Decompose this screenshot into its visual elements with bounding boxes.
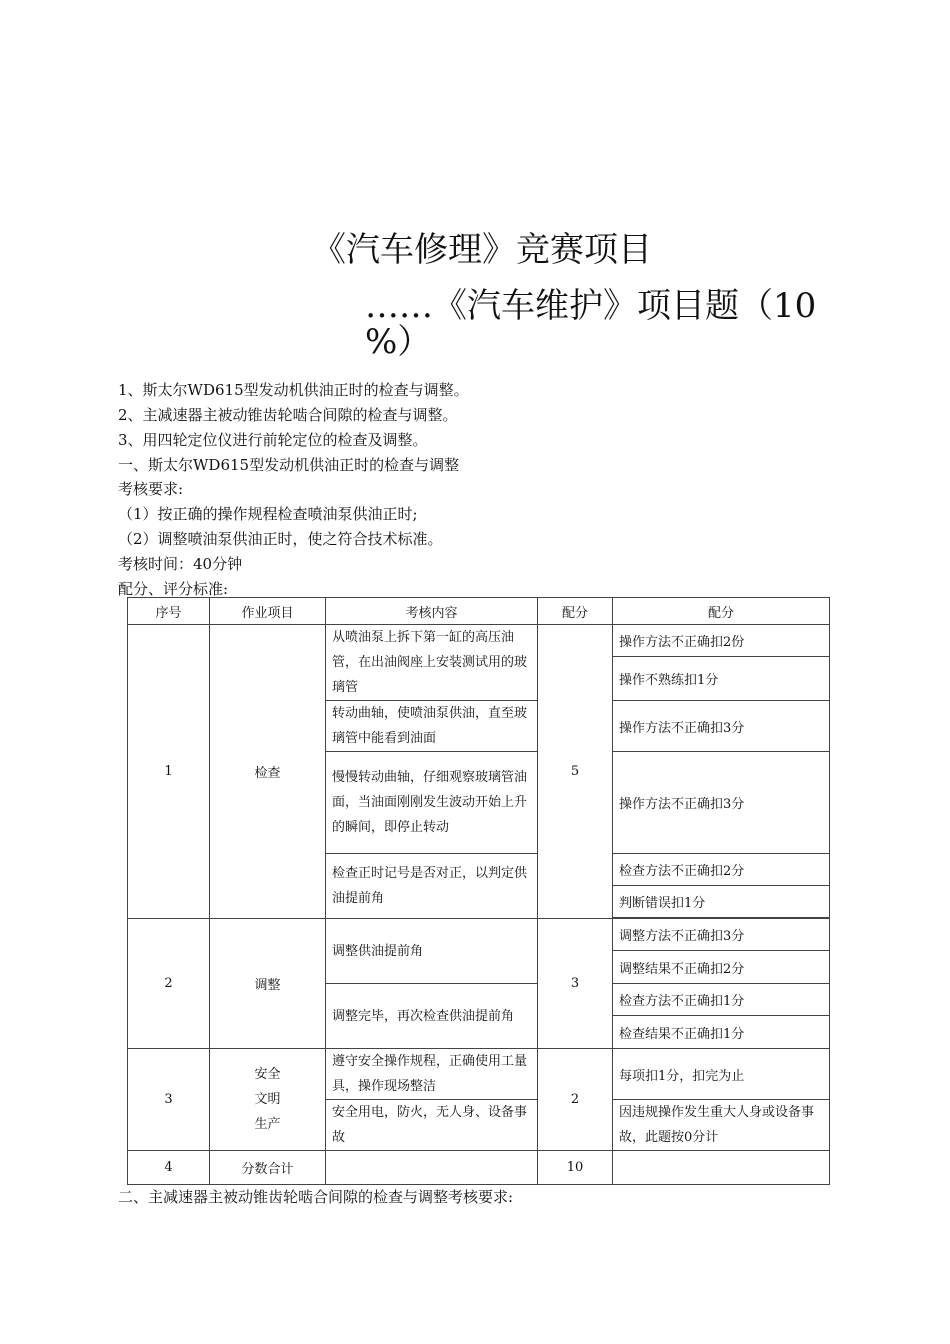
group3-item-line-2: 文明 bbox=[254, 1092, 281, 1107]
group2-item: 调整 bbox=[210, 919, 326, 1049]
group1-content-4: 检查正时记号是否对正，以判定供油提前角 bbox=[326, 854, 538, 919]
group1-deduction-1: 操作方法不正确扣2份 bbox=[613, 625, 830, 657]
total-content bbox=[326, 1151, 538, 1185]
group3-content-2: 安全用电，防火，无人身、设备事故 bbox=[326, 1100, 538, 1151]
group3-content-1: 遵守安全操作规程，正确使用工量具，操作现场整洁 bbox=[326, 1049, 538, 1100]
total-deduction bbox=[613, 1151, 830, 1185]
exam-time: 考核时间：40分钟 bbox=[118, 555, 243, 573]
total-no: 4 bbox=[128, 1151, 210, 1185]
group1-content-3: 慢慢转动曲轴，仔细观察玻璃管油面，当油面刚刚发生波动开始上升的瞬间，即停止转动 bbox=[326, 752, 538, 854]
group2-score: 3 bbox=[538, 919, 613, 1049]
table-row bbox=[128, 1049, 830, 1100]
header-deduction: 配分 bbox=[613, 598, 830, 625]
requirements-label: 考核要求: bbox=[118, 480, 184, 498]
table-header-row bbox=[128, 598, 830, 625]
group1-deduction-6: 判断错误扣1分 bbox=[613, 886, 830, 918]
group3-item bbox=[210, 1049, 326, 1151]
header-no: 序号 bbox=[128, 598, 210, 625]
total-score: 10 bbox=[538, 1151, 613, 1185]
section2-heading: 二、主减速器主被动锥齿轮啮合间隙的检查与调整考核要求: bbox=[118, 1188, 514, 1206]
group1-deduction-3: 操作方法不正确扣3分 bbox=[613, 701, 830, 752]
group3-item-line-3: 生产 bbox=[254, 1117, 281, 1132]
group2-deduction-2: 调整结果不正确扣2分 bbox=[613, 951, 830, 984]
header-content: 考核内容 bbox=[326, 598, 538, 625]
table-total-row bbox=[128, 1151, 830, 1185]
group2-deduction-1: 调整方法不正确扣3分 bbox=[613, 919, 830, 951]
table-row bbox=[128, 625, 830, 657]
intro-item-2: 2、主减速器主被动锥齿轮啮合间隙的检查与调整。 bbox=[118, 406, 458, 424]
group3-deduction-2: 因违规操作发生重大人身或设备事故，此题按0分计 bbox=[613, 1100, 830, 1151]
group1-content-2: 转动曲轴，使喷油泵供油，直至玻璃管中能看到油面 bbox=[326, 701, 538, 752]
total-item: 分数合计 bbox=[210, 1151, 326, 1185]
intro-item-3: 3、用四轮定位仪进行前轮定位的检查及调整。 bbox=[118, 431, 428, 449]
group1-content-1: 从喷油泵上拆下第一缸的高压油管，在出油阀座上安装测试用的玻璃管 bbox=[326, 625, 538, 701]
group2-deduction-4: 检查结果不正确扣1分 bbox=[613, 1016, 830, 1049]
header-item: 作业项目 bbox=[210, 598, 326, 625]
scoring-table bbox=[127, 597, 830, 1185]
group3-no: 3 bbox=[128, 1049, 210, 1151]
group1-no: 1 bbox=[128, 625, 210, 919]
section1-heading: 一、斯太尔WD615型发动机供油正时的检查与调整 bbox=[118, 456, 460, 474]
group1-deduction-2: 操作不熟练扣1分 bbox=[613, 657, 830, 701]
intro-item-1: 1、斯太尔WD615型发动机供油正时的检查与调整。 bbox=[118, 381, 469, 399]
requirement-2: （2）调整喷油泵供油正时，使之符合技术标准。 bbox=[118, 530, 443, 548]
group1-score: 5 bbox=[538, 625, 613, 919]
group3-deduction-1: 每项扣1分，扣完为止 bbox=[613, 1049, 830, 1100]
group2-content-2: 调整完毕，再次检查供油提前角 bbox=[326, 984, 538, 1049]
group3-item-line-1: 安全 bbox=[254, 1067, 281, 1082]
table-row bbox=[128, 919, 830, 951]
title-line-2: ……《汽车维护》项目题（10 bbox=[365, 286, 817, 326]
title-line-1: 《汽车修理》竞赛项目 bbox=[312, 230, 652, 270]
group2-no: 2 bbox=[128, 919, 210, 1049]
group1-item: 检查 bbox=[210, 625, 326, 919]
group3-score: 2 bbox=[538, 1049, 613, 1151]
group1-deduction-5: 检查方法不正确扣2分 bbox=[613, 854, 830, 886]
group2-deduction-3: 检查方法不正确扣1分 bbox=[613, 984, 830, 1016]
header-score: 配分 bbox=[538, 598, 613, 625]
group1-deduction-4: 操作方法不正确扣3分 bbox=[613, 752, 830, 854]
requirement-1: （1）按正确的操作规程检查喷油泵供油正时; bbox=[118, 505, 418, 523]
criteria-label: 配分、评分标准: bbox=[118, 580, 229, 598]
group2-content-1: 调整供油提前角 bbox=[326, 919, 538, 984]
title-line-3: %） bbox=[365, 322, 432, 362]
